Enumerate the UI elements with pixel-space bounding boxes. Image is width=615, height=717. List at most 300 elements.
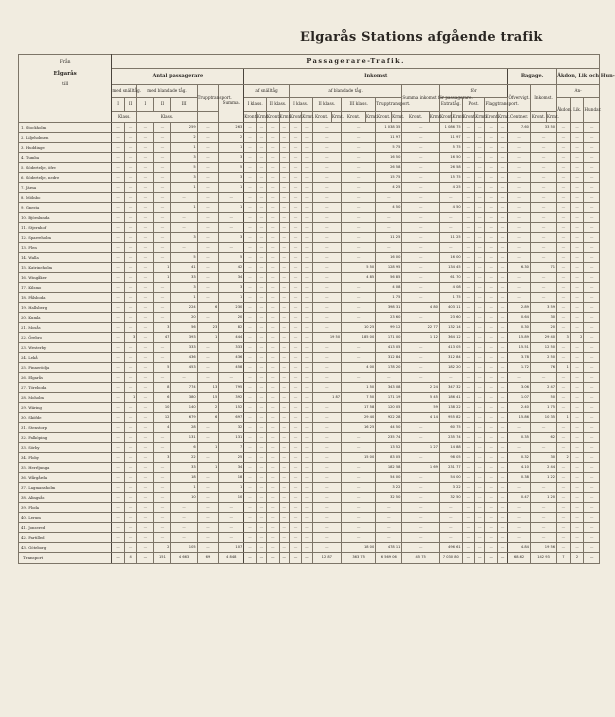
cell-summa: 444	[219, 333, 244, 343]
cell-inc-iiib: 478 11	[376, 543, 402, 553]
cell-centner: 0.64	[508, 313, 531, 323]
table-row: 37. Lagmansholm — — — — 1 — 1 — — — — — — — — 3 22 — 3 22 — — — — — — — — —	[19, 483, 600, 493]
cell-iii: 6	[171, 443, 197, 453]
station-name: 8. Mölnbo	[19, 193, 112, 203]
station-name: 35. Herrljunga	[19, 463, 112, 473]
cell-inc-iiib: 4 25	[376, 183, 402, 193]
cell-summa: 3	[219, 233, 244, 243]
cell-centner: 15.51	[508, 343, 531, 353]
cell-iii: 28	[171, 423, 197, 433]
cell-ii-bl: 2	[154, 543, 171, 553]
station-name: 33. Sörby	[19, 443, 112, 453]
unit-kront-4: Kront.	[312, 112, 331, 123]
cell-inc-ii: 185 00	[342, 333, 376, 343]
table-row: 31. Stenstorp — — — 4 28 — 32 — — — — — — — 16 25 44 50 — 60 75 — — — — — — — — —	[19, 423, 600, 433]
cell-summa: 5	[219, 163, 244, 173]
cell-ink-b: 10 35	[530, 413, 556, 423]
station-name: 3. Huddinge	[19, 143, 112, 153]
table-row: 33. Sörby — — — — 6 1 7 — — — — — — — — 13 52 1 27 14 88 — — — — — — — — —	[19, 443, 600, 453]
cell-iii: 18	[171, 473, 197, 483]
post-header: Post.	[462, 98, 485, 112]
station-name: 14. Walla	[19, 253, 112, 263]
cell-centner: 6.30	[508, 263, 531, 273]
station-name: 16. Wingåker	[19, 273, 112, 283]
cell-ink-b: 2 47	[530, 383, 556, 393]
cell-inc-iiib: 1 038 35	[376, 123, 402, 133]
cell-total: 14 88	[439, 443, 462, 453]
station-name: 4. Tumba	[19, 153, 112, 163]
cell-summa: 2	[219, 133, 244, 143]
cell-iii: 41	[171, 263, 197, 273]
station-name: 18. Pålsboda	[19, 293, 112, 303]
cell-ink-b: 62	[530, 433, 556, 443]
table-row: 39. Floda — — — — — — — — — — — — — — — — — — — — — — — — — — —	[19, 503, 600, 513]
summa-inkomst-header: Summa inkomst för passagerare.	[402, 85, 440, 112]
cell-trupp: 23	[197, 323, 219, 333]
cell-i-sn: 3	[124, 333, 137, 343]
table-row: 13. Flen — — — — — — — — — — — — — — — — — — — — — — — — — — —	[19, 243, 600, 253]
unit-kront-1: Kront.	[244, 112, 257, 123]
cell-iii: 259	[171, 123, 197, 133]
cell-summa: 131	[219, 433, 244, 443]
cell-ink-b: 1 75	[530, 403, 556, 413]
station-name: 39. Floda	[19, 503, 112, 513]
cell-total: 364 12	[439, 333, 462, 343]
station-name: 10. Björnlunda	[19, 213, 112, 223]
cell-total: 1 75	[439, 293, 462, 303]
med-blandade-header: med blandade tåg.	[137, 85, 197, 98]
station-name: 12. Sparreholm	[19, 233, 112, 243]
foot-trupp-inc: 45 75	[402, 553, 440, 564]
table-row: 42. Partilled — — — — — — — — — — — — — — — — — — — — — — — — — — —	[19, 533, 600, 543]
table-row: 16. Wingåker — — — 1 33 — 34 — — — — — — — 4 85 56 85 — 61 70 — — — — — — — — —	[19, 273, 600, 283]
transport-label: Transport	[19, 553, 112, 564]
cell-summa: 42	[219, 263, 244, 273]
foot-i-sn: 4	[124, 553, 137, 564]
unit-krmt-1: Krmt.	[256, 112, 266, 123]
station-name: 32. Falköping	[19, 433, 112, 443]
cell-akdon: 3	[557, 333, 571, 343]
cell-summa: 7	[219, 443, 244, 453]
from-column-header: Från Elgarås till	[19, 55, 112, 123]
cell-inc-ii: 4 85	[342, 273, 376, 283]
cell-inc-ii: 16 25	[342, 423, 376, 433]
inkomst-header: Inkomst	[244, 69, 508, 85]
station-name: 36. Wårgårda	[19, 473, 112, 483]
table-row: 8. Mölnbo — — — — — — — — — — — — — — — — — — — — — — — — — — —	[19, 193, 600, 203]
cell-ink-b: 19 56	[530, 543, 556, 553]
station-name: 22. Örebro	[19, 333, 112, 343]
cell-inc-ii: 17 58	[342, 403, 376, 413]
cell-summa: 34	[219, 463, 244, 473]
station-name: 7. Järna	[19, 183, 112, 193]
cell-summa: 458	[219, 363, 244, 373]
unit-kront-3: Kront.	[289, 112, 302, 123]
cell-summa: 697	[219, 413, 244, 423]
cell-iii: 380	[171, 393, 197, 403]
cell-ink-b: 2 44	[530, 463, 556, 473]
cell-trupp: 1	[197, 463, 219, 473]
cell-total: 347 32	[439, 383, 462, 393]
table-row: 28. Moholm — 1 — 6 380 15 392 — — — — — — 1 87 7 50 171 19 5 45 186 41 — — — — 1.07 50 — — —	[19, 393, 600, 403]
unit-kront-9: Kront.	[462, 112, 475, 123]
table-row: 7. Järna — — — — 1 — 1 — — — — — — — — 4 25 — 4 25 — — — — — — — — —	[19, 183, 600, 193]
cell-ii-bl: 3	[154, 323, 171, 333]
cell-iii: 333	[171, 343, 197, 353]
unit-kront-10: Kront.	[485, 112, 498, 123]
cell-trupp-inc: 22 77	[402, 323, 440, 333]
cell-ii-bl: 8	[154, 383, 171, 393]
table-row: 41. Jonsered — — — — — — — — — — — — — — — — — — — — — — — — — — —	[19, 523, 600, 533]
unit-krmt-5: Krmt.	[366, 112, 376, 123]
cell-summa: 10	[219, 493, 244, 503]
cell-inc-iiib: 1 75	[376, 293, 402, 303]
cell-total: 186 41	[439, 393, 462, 403]
station-name: 34. Floby	[19, 453, 112, 463]
cell-inc-iiib: 56 85	[376, 273, 402, 283]
cell-total: 182 20	[439, 363, 462, 373]
cell-total: 4 08	[439, 283, 462, 293]
table-row: 24. Lekå — — — — 436 — 436 — — — — — — — — 312 84 — 312 84 — — — — 3.78 2 50 — — —	[19, 353, 600, 363]
cell-iii: 1	[171, 143, 197, 153]
table-row: 4. Tumba — — — — 3 — 3 — — — — — — — — 16 50 — 16 50 — — — — — — — — —	[19, 153, 600, 163]
cell-trupp: 1	[197, 443, 219, 453]
cell-ink-b: 33 50	[530, 123, 556, 133]
cell-ink-b: 3 59	[530, 303, 556, 313]
table-row: 30. Sköfde — — — 12 679 6 697 — — — — — — — 29 40 922 28 4 14 955 82 — — — — 15.86 10 35 1 — —	[19, 413, 600, 423]
bagage-header: Bagage.	[508, 69, 557, 85]
cell-ink-b: 20	[530, 323, 556, 333]
ofvervigt-header: Öfvervigt.	[508, 85, 531, 112]
cell-summa: 18	[219, 473, 244, 483]
passenger-traffic-header: Passagerare-Trafik.	[112, 55, 600, 69]
cell-trupp-inc: 1 69	[402, 463, 440, 473]
cell-total: 138 22	[439, 403, 462, 413]
hundar-header: Hundar.	[584, 98, 600, 123]
cell-trupp: 2	[197, 403, 219, 413]
cell-summa: 3	[219, 153, 244, 163]
cell-total: 235 74	[439, 433, 462, 443]
foot-akdon: 7	[557, 553, 571, 564]
cell-total: 60 75	[439, 423, 462, 433]
cell-inc-iiib: 922 28	[376, 413, 402, 423]
unit-krmt-6: Krmt.	[392, 112, 402, 123]
table-row: 36. Wårgårda — — — — 18 — 18 — — — — — — — — 54 00 — 54 00 — — — — 0.38 1 22 — — —	[19, 473, 600, 483]
cell-summa: 263	[219, 123, 244, 133]
cell-inc-iiib: 32 50	[376, 493, 402, 503]
cell-trupp: 1	[197, 333, 219, 343]
cell-iii: 33	[171, 463, 197, 473]
cell-inc-i: 19 50	[312, 333, 342, 343]
station-name: 19. Hallsberg	[19, 303, 112, 313]
foot-total: 7 030 80	[439, 553, 462, 564]
cell-summa: 152	[219, 403, 244, 413]
flagg-header: Flaggtransport.	[485, 98, 508, 112]
unit-krmt-2: Krmt.	[279, 112, 289, 123]
unit-kront-b: Kront.	[530, 112, 546, 123]
cls-ii-snall: II	[124, 98, 137, 112]
cell-iii: 20	[171, 313, 197, 323]
cell-ink-b: 12 50	[530, 343, 556, 353]
med-snalltag-header: med snälltåg.	[112, 85, 137, 98]
trupp-blank	[197, 112, 219, 123]
table-row: 12. Sparreholm — — — — 3 — 3 — — — — — — — — 11 25 — 11 25 — — — — — — — — —	[19, 233, 600, 243]
station-name: 30. Sköfde	[19, 413, 112, 423]
extra-header: Extratåg.	[439, 98, 462, 112]
unit-kront-5: Kront.	[342, 112, 366, 123]
cell-centner: 15.86	[508, 413, 531, 423]
station-name: 15. Katrineholm	[19, 263, 112, 273]
cell-total: 312 84	[439, 353, 462, 363]
cell-inc-iiib: 54 00	[376, 473, 402, 483]
an-header: An-	[557, 85, 600, 98]
cell-iii: 3	[171, 173, 197, 183]
klass-label-1: Klass.	[112, 112, 137, 123]
akdon-header: Åkdon, Lik och Hun-	[557, 69, 600, 85]
cell-summa: 1	[219, 183, 244, 193]
cell-iii: 1	[171, 483, 197, 493]
station-name: 40. Lerum	[19, 513, 112, 523]
cell-ink-b: 1 22	[530, 473, 556, 483]
table-row: 25. Finnerödja — — — 5 453 — 458 — — — — — — — 4 00 178 20 — 182 20 — — — — 1.72 76 1 — —	[19, 363, 600, 373]
station-name: 11. Stjernhof	[19, 223, 112, 233]
kl1-bl-header: I klass.	[289, 98, 312, 112]
cell-iii: 5	[171, 253, 197, 263]
cell-total: 3 22	[439, 483, 462, 493]
cell-inc-ii: 1 50	[342, 383, 376, 393]
foot-inc-iiib: 6 569 06	[376, 553, 402, 564]
table-row: 1. Stockholm — — — — 259 — 263 — — — — — — — — 1 038 35 — 1 086 75 — — — — 7.60 33 50 — — —	[19, 123, 600, 133]
cell-summa: 392	[219, 393, 244, 403]
cell-summa: 3	[219, 283, 244, 293]
cell-centner: 0.30	[508, 323, 531, 333]
cls-i-bl: I	[137, 98, 154, 112]
cell-centner: 1.07	[508, 393, 531, 403]
station-name: 5. Södertelje, öfre	[19, 163, 112, 173]
cell-inc-iiib: 343 08	[376, 383, 402, 393]
cell-summa: 795	[219, 383, 244, 393]
cell-inc-ii: 10 25	[342, 323, 376, 333]
kl2-sn-header: II klass.	[267, 98, 290, 112]
for-header: för	[439, 85, 507, 98]
cell-trupp: 15	[197, 393, 219, 403]
cell-total: 231 77	[439, 463, 462, 473]
station-name: 25. Finnerödja	[19, 363, 112, 373]
cell-inc-iiib: 15 75	[376, 173, 402, 183]
unit-krmt-b: Krmt.	[546, 112, 556, 123]
cell-centner: 4.10	[508, 463, 531, 473]
cell-ii-bl: 4	[154, 423, 171, 433]
cell-total: 4 25	[439, 183, 462, 193]
station-name: 37. Lagmansholm	[19, 483, 112, 493]
table-row: 23. Westerby — — — — 333 — 333 — — — — — — — — 413 05 — 413 05 — — — — 15.51 12 50 — — —	[19, 343, 600, 353]
lik-header: Lik.	[570, 98, 584, 123]
cell-inc-iiib: 16 50	[376, 153, 402, 163]
cell-iii: 1	[171, 183, 197, 193]
cell-iii: 3	[171, 153, 197, 163]
cell-iii: 1	[171, 203, 197, 213]
cell-trupp-inc: 4 14	[402, 413, 440, 423]
cell-trupp: 6	[197, 303, 219, 313]
cell-ii-bl: 5	[154, 363, 171, 373]
cell-inc-ii: 7 50	[342, 393, 376, 403]
foot-iii: 4 663	[171, 553, 197, 564]
station-name: 42. Partilled	[19, 533, 112, 543]
cell-iii: 5	[171, 163, 197, 173]
summa-header: Summa.	[219, 85, 244, 123]
cell-centner: 1.72	[508, 363, 531, 373]
bagage-inkomst-header: Inkomst.	[530, 85, 556, 112]
cell-total: 4 50	[439, 203, 462, 213]
station-name: 17. Kilsmo	[19, 283, 112, 293]
cell-inc-iiib: 413 05	[376, 343, 402, 353]
cell-iii: 33	[171, 273, 197, 283]
cell-total: 1 086 75	[439, 123, 462, 133]
foot-trupp: 69	[197, 553, 219, 564]
cell-summa: 34	[219, 273, 244, 283]
table-row: 2. Liljeholmen — — — — 2 — 2 — — — — — — — — 11 97 — 11 97 — — — — — — — — —	[19, 133, 600, 143]
cell-lik: 2	[570, 333, 584, 343]
station-name: 20. Kumla	[19, 313, 112, 323]
cell-akdon: 1	[557, 363, 571, 373]
cell-inc-ii: 29 40	[342, 413, 376, 423]
cell-total: 61 70	[439, 273, 462, 283]
cell-inc-iiib: 44 50	[376, 423, 402, 433]
unit-kront-7: Kront.	[402, 112, 429, 123]
cell-centner: 0.32	[508, 453, 531, 463]
cell-total: 16 00	[439, 253, 462, 263]
cell-total: 26 58	[439, 163, 462, 173]
cell-inc-ii: 4 00	[342, 363, 376, 373]
table-row: 19. Hallsberg — — — — 224 6 230 — — — — — — — — 398 31 4 80 403 11 — — — — 2.89 3 59 — — —	[19, 303, 600, 313]
table-row: 18. Pålsboda — — — — 1 — 1 — — — — — — — — 1 75 — 1 75 — — — — — — — — —	[19, 293, 600, 303]
cell-total: 413 05	[439, 343, 462, 353]
table-row: 5. Södertelje, öfre — — — — 5 — 5 — — — — — — — — 26 58 — 26 58 — — — — — — — — —	[19, 163, 600, 173]
cell-inc-iiib: 13 52	[376, 443, 402, 453]
foot-summa: 4 848	[219, 553, 244, 564]
table-row: 38. Alingsås — — — — 10 — 10 — — — — — — — — 32 50 — 32 50 — — — — 0.47 1 20 — — —	[19, 493, 600, 503]
cell-ink-b: 2 50	[530, 353, 556, 363]
cell-summa: 107	[219, 543, 244, 553]
kl2-bl-header: II klass.	[312, 98, 342, 112]
cell-summa: 1	[219, 483, 244, 493]
af-blandade-header: af blandade tåg.	[289, 85, 402, 98]
cell-summa: 20	[219, 313, 244, 323]
cell-ii-bl: 1	[154, 263, 171, 273]
cell-centner: 3.06	[508, 383, 531, 393]
cell-iii: 140	[171, 403, 197, 413]
foot-inc-ii: 363 75	[342, 553, 376, 564]
station-name: 23. Westerby	[19, 343, 112, 353]
table-row: 22. Örebro — 3 — 47 393 1 444 — — — — — — 19 50 185 00 171 00 1 12 364 12 — — — — 15.89 29 40 3 2 —	[19, 333, 600, 343]
cell-iii: 774	[171, 383, 197, 393]
cell-iii: 3	[171, 233, 197, 243]
cell-total: 134 45	[439, 263, 462, 273]
cell-ink-b: 50	[530, 393, 556, 403]
cell-centner: 4.84	[508, 543, 531, 553]
station-name: 2. Liljeholmen	[19, 133, 112, 143]
af-snalltag-header: af snälltåg	[244, 85, 290, 98]
unit-krmt-4: Krmt.	[331, 112, 341, 123]
station-name: 13. Flen	[19, 243, 112, 253]
cell-ii-bl: 3	[154, 453, 171, 463]
table-row: 3. Huddinge — — — — 1 — 1 — — — — — — — — 5 75 — 5 75 — — — — — — — — —	[19, 143, 600, 153]
page-title: Elgarås Stations afgående trafik	[300, 30, 543, 45]
cell-summa: 82	[219, 323, 244, 333]
cell-ink-b: 76	[530, 363, 556, 373]
cell-total: 11 25	[439, 233, 462, 243]
cell-akdon: 1	[557, 413, 571, 423]
cell-i-sn: 1	[124, 393, 137, 403]
akdon-sub-header: Åkdon.	[557, 98, 571, 123]
traffic-table	[18, 54, 615, 564]
station-name: 6. Södertelje, nedre	[19, 173, 112, 183]
unit-krmt-9: Krmt.	[475, 112, 485, 123]
cell-iii: 1	[171, 293, 197, 303]
cell-trupp-inc: 4 80	[402, 303, 440, 313]
table-row: 26. Elgarås — — — — — — — — — — — — — — — — — — — — — — — — — — —	[19, 373, 600, 383]
cell-total: 98 05	[439, 453, 462, 463]
cell-summa: 1	[219, 143, 244, 153]
table-row: 9. Gnesta — — — — 1 — 1 — — — — — — — — 4 50 — 4 50 — — — — — — — — —	[19, 203, 600, 213]
cell-summa: 333	[219, 343, 244, 353]
cell-inc-iiib: 99 12	[376, 323, 402, 333]
table-row: 27. Töreboda — — — 8 774 13 795 — — — — — — — 1 50 343 08 2 24 347 32 — — — — 3.06 2 47 — — —	[19, 383, 600, 393]
unit-kront-8: Kront.	[439, 112, 452, 123]
station-name: 9. Gnesta	[19, 203, 112, 213]
foot-centner: 68.62	[508, 553, 531, 564]
cell-ii-bl: 6	[154, 393, 171, 403]
cell-iii: 679	[171, 413, 197, 423]
cell-akdon: 2	[557, 453, 571, 463]
cell-ii-bl: 47	[154, 333, 171, 343]
cell-inc-iiib: 312 84	[376, 353, 402, 363]
station-name: 24. Lekå	[19, 353, 112, 363]
trupp-header: Trupptransport.	[197, 85, 219, 112]
table-row: 34. Floby — — — 3 22 — 25 — — — — — — — 15 00 83 05 — 98 05 — — — — 0.32 30 2 — —	[19, 453, 600, 463]
station-name: 28. Moholm	[19, 393, 112, 403]
cls-i-snall: I	[112, 98, 125, 112]
foot-ii-bl: 151	[154, 553, 171, 564]
cell-centner: 0.47	[508, 493, 531, 503]
station-name: 31. Stenstorp	[19, 423, 112, 433]
cell-centner: 2.89	[508, 303, 531, 313]
table-row: 10. Björnlunda — — — — — — — — — — — — — — — — — — — — — — — — — — —	[19, 213, 600, 223]
cell-ink-b: 29 40	[530, 333, 556, 343]
station-name: 43. Göteborg	[19, 543, 112, 553]
unit-krmt-7: Krmt.	[429, 112, 439, 123]
table-row: 15. Katrineholm — — — 1 41 — 42 — — — — — — — 5 50 128 95 — 134 45 — — — — 6.30 71 — — —	[19, 263, 600, 273]
cell-total: 496 61	[439, 543, 462, 553]
cell-trupp: 6	[197, 413, 219, 423]
cell-total: 5 75	[439, 143, 462, 153]
cell-iii: 453	[171, 363, 197, 373]
cell-iii: 393	[171, 333, 197, 343]
unit-krmt-3: Krmt.	[302, 112, 312, 123]
cell-inc-iiib: 171 00	[376, 333, 402, 343]
cell-total: 16 50	[439, 153, 462, 163]
antal-header: Antal passagerare	[112, 69, 244, 85]
cell-centner: 0.35	[508, 433, 531, 443]
cell-total: 54 00	[439, 473, 462, 483]
cell-inc-iiib: 398 31	[376, 303, 402, 313]
cell-inc-ii: 18 00	[342, 543, 376, 553]
cell-iii: 10	[171, 493, 197, 503]
cell-centner: 15.89	[508, 333, 531, 343]
cell-centner: 0.38	[508, 473, 531, 483]
transport-row: Transport — 4 — 151 4 663 69 4 848 — — — — — — 12 87 363 75 6 569 06 45 75 7 030 80 — — — — 68.62 142 93 7 2 —	[19, 553, 600, 564]
cell-inc-iiib: 235 74	[376, 433, 402, 443]
